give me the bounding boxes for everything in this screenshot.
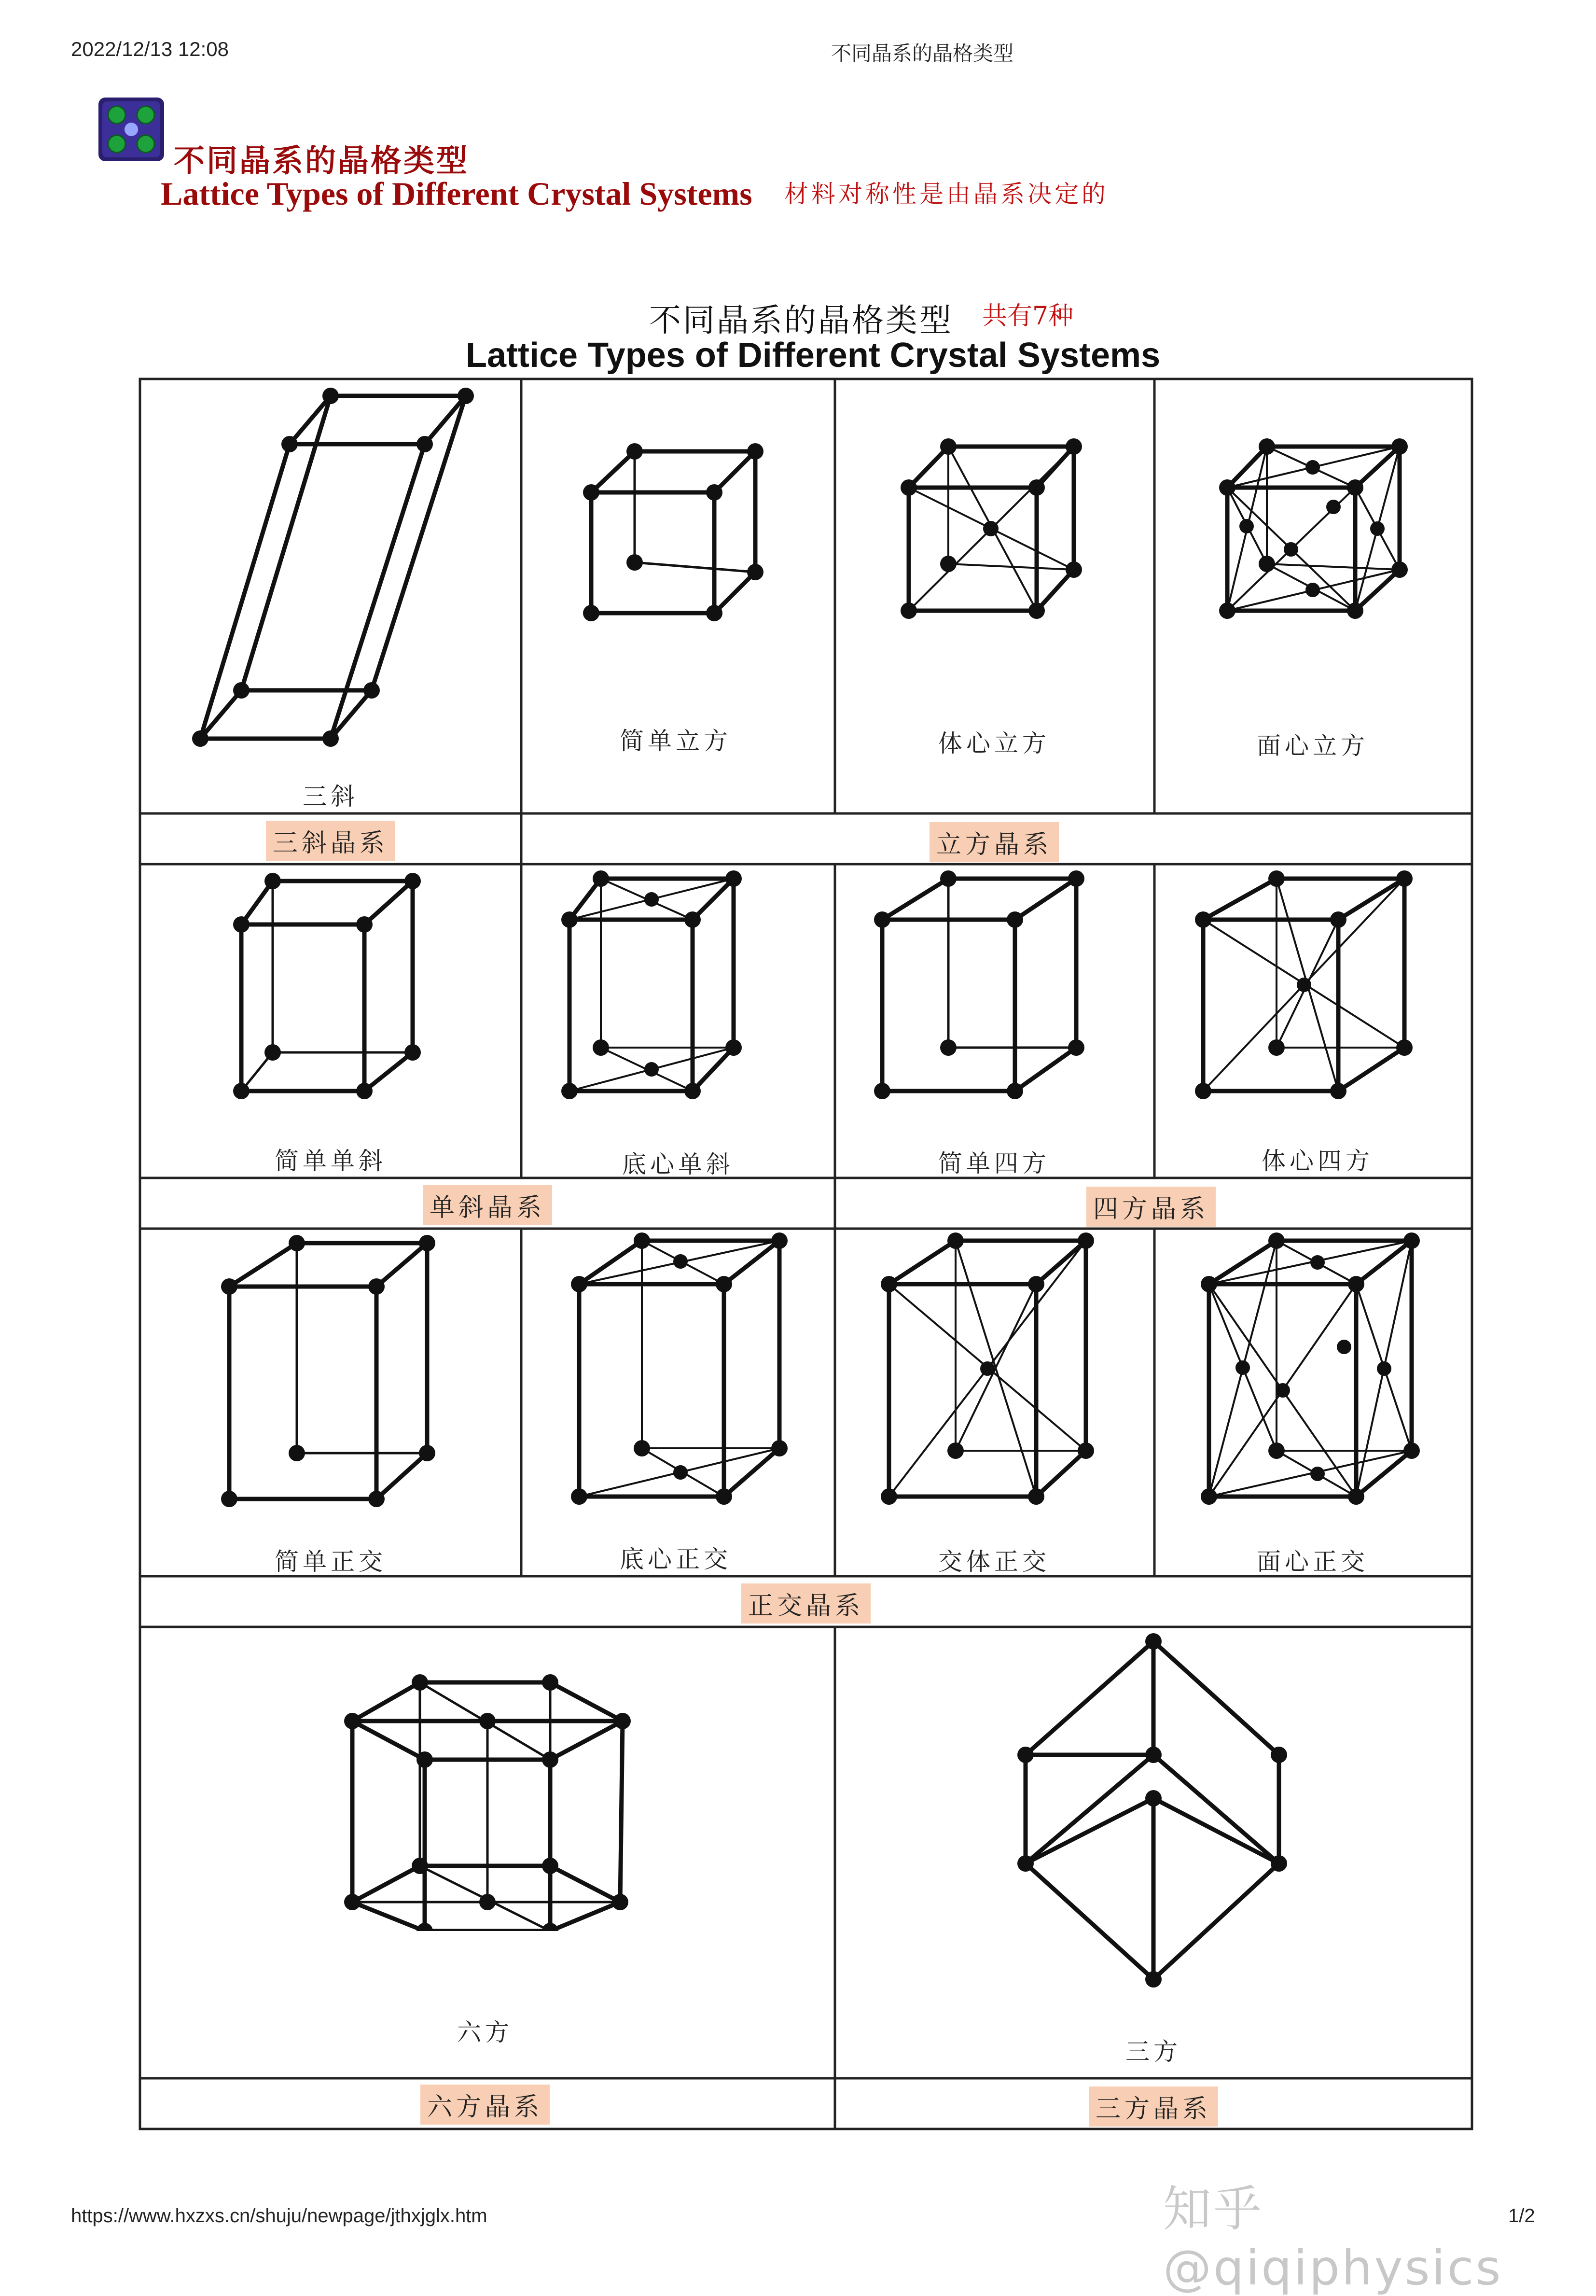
symmetry-note: 材料对称性是由晶系决定的 <box>784 180 1109 208</box>
trigonal-label: 三方 <box>1125 2038 1181 2066</box>
base-monoclinic-label: 底心单斜 <box>622 1150 734 1178</box>
simple-orthorhombic-lattice-icon <box>212 1231 439 1511</box>
face-orthorhombic-label: 面心正交 <box>1257 1548 1369 1576</box>
banner-title-en: Lattice Types of Different Crystal Systems <box>161 175 752 212</box>
hexagonal-label: 六方 <box>457 2018 513 2046</box>
system-monoclinic: 单斜晶系 <box>423 1185 552 1225</box>
triclinic-label: 三斜 <box>303 783 359 811</box>
system-tetragonal: 四方晶系 <box>1086 1187 1216 1227</box>
bcc-label: 体心立方 <box>938 729 1050 757</box>
triclinic-lattice-icon <box>183 386 483 753</box>
body-tetragonal-label: 体心四方 <box>1262 1147 1374 1175</box>
simple-cubic-lattice-icon <box>577 439 770 623</box>
system-trigonal: 三方晶系 <box>1089 2086 1218 2127</box>
body-orthorhombic-label: 交体正交 <box>938 1548 1050 1576</box>
watermark: 知乎 @qiqiphysics <box>1163 2181 1503 2296</box>
simple-cubic-label: 简单立方 <box>620 727 732 755</box>
simple-monoclinic-label: 简单单斜 <box>275 1147 387 1175</box>
system-cubic: 立方晶系 <box>930 822 1059 862</box>
simple-tetragonal-label: 简单四方 <box>938 1149 1050 1177</box>
fcc-lattice-icon <box>1214 434 1416 623</box>
table-title-en: Lattice Types of Different Crystal Systems <box>466 336 1161 375</box>
table-title-cn: 不同晶系的晶格类型 <box>649 302 953 339</box>
body-tetragonal-lattice-icon <box>1190 867 1416 1103</box>
face-orthorhombic-lattice-icon <box>1197 1229 1429 1509</box>
fcc-label: 面心立方 <box>1257 732 1369 760</box>
system-hexagonal: 六方晶系 <box>420 2085 550 2125</box>
print-datetime: 2022/12/13 12:08 <box>71 38 229 60</box>
hexagonal-lattice-icon <box>338 1661 637 1931</box>
bcc-lattice-icon <box>895 434 1088 623</box>
simple-orthorhombic-label: 简单正交 <box>275 1548 387 1576</box>
system-orthorhombic: 正交晶系 <box>741 1583 871 1624</box>
banner-title-cn: 不同晶系的晶格类型 <box>174 143 469 179</box>
print-page-title: 不同晶系的晶格类型 <box>831 42 1014 65</box>
body-orthorhombic-lattice-icon <box>874 1229 1105 1509</box>
base-monoclinic-lattice-icon <box>555 867 758 1103</box>
base-orthorhombic-label: 底心正交 <box>620 1545 732 1573</box>
simple-monoclinic-lattice-icon <box>227 869 430 1101</box>
simple-tetragonal-lattice-icon <box>869 867 1086 1103</box>
trigonal-lattice-icon <box>1004 1632 1293 1989</box>
print-page-number: 1/2 <box>1508 2205 1535 2226</box>
system-triclinic: 三斜晶系 <box>266 821 395 861</box>
table-count-note: 共有7种 <box>982 302 1074 331</box>
base-orthorhombic-lattice-icon <box>562 1229 794 1509</box>
print-url: https://www.hxzxs.cn/shuju/newpage/jthxjglx.htm <box>71 2205 487 2226</box>
